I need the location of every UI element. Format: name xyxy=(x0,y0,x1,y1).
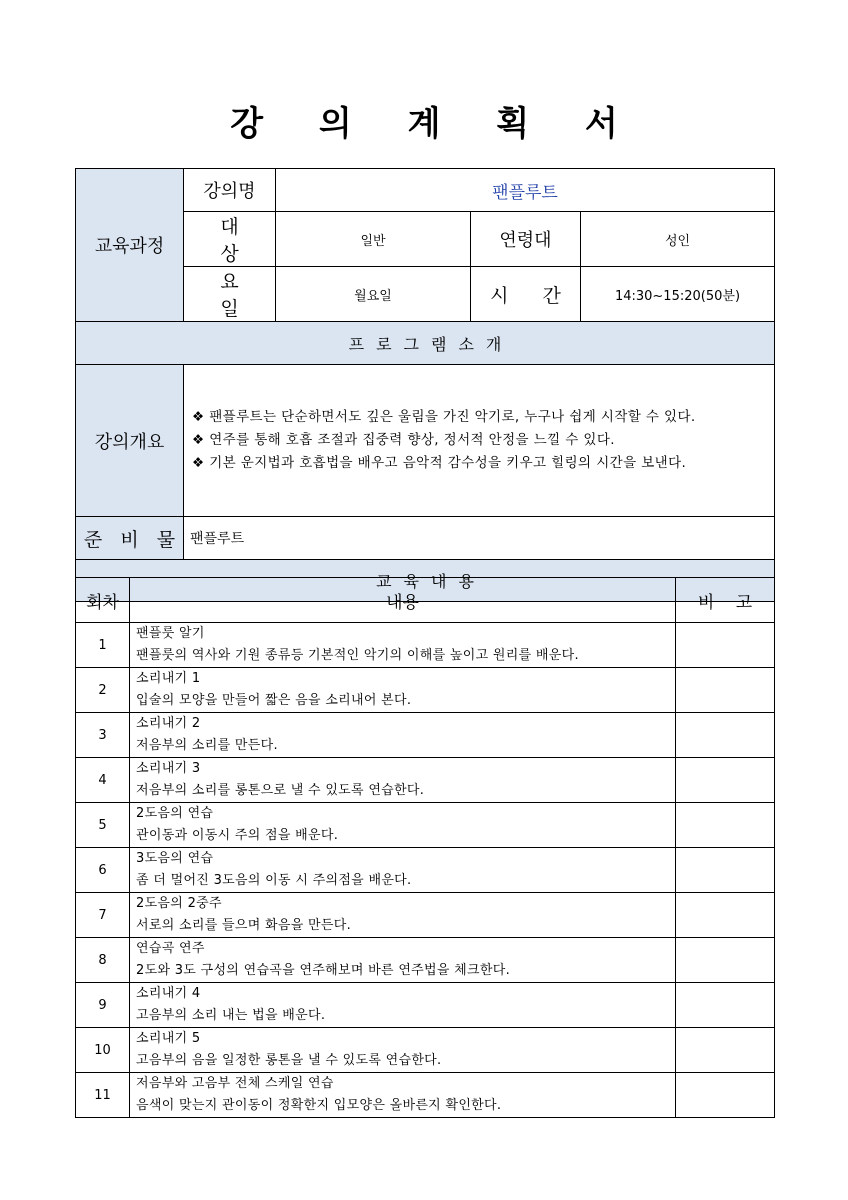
overview-content xyxy=(184,365,775,517)
session-title: 연습곡 연주 xyxy=(136,941,205,956)
session-note xyxy=(676,938,775,983)
session-title: 2도음의 2중주 xyxy=(136,896,222,911)
session-note xyxy=(676,713,775,758)
session-number: 1 xyxy=(76,623,130,668)
session-description: 음색이 맞는지 관이동이 정확한지 입모양은 올바른지 확인한다. xyxy=(136,1098,502,1113)
session-note xyxy=(676,893,775,938)
prep-label: 준 비 물 xyxy=(76,517,184,560)
session-content xyxy=(130,938,676,983)
session-content xyxy=(130,713,676,758)
session-title: 2도음의 연습 xyxy=(136,806,214,821)
age-value: 성인 xyxy=(581,212,775,267)
session-content xyxy=(130,893,676,938)
session-description: 저음부의 소리를 만든다. xyxy=(136,738,278,753)
session-title: 3도음의 연습 xyxy=(136,851,214,866)
session-description: 저음부의 소리를 롱톤으로 낼 수 있도록 연습한다. xyxy=(136,783,425,798)
day-value: 월요일 xyxy=(276,267,471,322)
session-title: 소리내기 2 xyxy=(136,716,201,731)
table-row xyxy=(76,713,775,758)
session-title: 소리내기 3 xyxy=(136,761,201,776)
session-number: 8 xyxy=(76,938,130,983)
session-content xyxy=(130,758,676,803)
course-name-value: 팬플루트 xyxy=(276,169,775,212)
session-description: 서로의 소리를 들으며 화음을 만든다. xyxy=(136,918,352,933)
session-content xyxy=(130,1028,676,1073)
session-note xyxy=(676,668,775,713)
table-row xyxy=(76,893,775,938)
document-title: 강 의 계 획 서 xyxy=(230,104,640,144)
table-row xyxy=(76,1028,775,1073)
overview-line: ❖ 연주를 통해 호흡 조절과 집중력 향상, 정서적 안정을 느낄 수 있다. xyxy=(192,432,615,448)
session-title: 저음부와 고음부 전체 스케일 연습 xyxy=(136,1076,334,1091)
session-content xyxy=(130,668,676,713)
overview-label: 강의개요 xyxy=(76,365,184,517)
session-description: 좀 더 멀어진 3도음의 이동 시 주의점을 배운다. xyxy=(136,873,412,888)
session-number: 4 xyxy=(76,758,130,803)
table-row xyxy=(76,758,775,803)
education-banner: 교육내용 xyxy=(76,560,775,602)
table-row xyxy=(76,803,775,848)
session-title: 팬플룻 알기 xyxy=(136,626,205,641)
table-row xyxy=(76,938,775,983)
session-content xyxy=(130,1073,676,1118)
table-row xyxy=(76,1073,775,1118)
session-description: 2도와 3도 구성의 연습곡을 연주해보며 바른 연주법을 체크한다. xyxy=(136,963,511,978)
session-number: 7 xyxy=(76,893,130,938)
session-note xyxy=(676,623,775,668)
note-header: 비 고 xyxy=(676,578,775,623)
session-note xyxy=(676,1073,775,1118)
table-row xyxy=(76,983,775,1028)
session-description: 고음부의 음을 일정한 롱톤을 낼 수 있도록 연습한다. xyxy=(136,1053,442,1068)
session-note xyxy=(676,1028,775,1073)
prep-value: 팬플루트 xyxy=(184,517,775,560)
session-header: 회차 xyxy=(76,578,130,623)
session-number: 2 xyxy=(76,668,130,713)
session-description: 팬플룻의 역사와 기원 종류등 기본적인 악기의 이해를 높이고 원리를 배운다. xyxy=(136,648,579,663)
session-description: 고음부의 소리 내는 법을 배운다. xyxy=(136,1008,326,1023)
session-content xyxy=(130,983,676,1028)
session-note xyxy=(676,758,775,803)
course-name-label: 강의명 xyxy=(184,169,276,212)
session-number: 6 xyxy=(76,848,130,893)
overview-line: ❖ 기본 운지법과 호흡법을 배우고 음악적 감수성을 키우고 힐링의 시간을 보낸다. xyxy=(192,455,687,471)
session-number: 3 xyxy=(76,713,130,758)
schedule-table xyxy=(75,577,775,1118)
session-note xyxy=(676,848,775,893)
session-number: 9 xyxy=(76,983,130,1028)
table-row xyxy=(76,848,775,893)
curriculum-label: 교육과정 xyxy=(76,169,184,322)
session-title: 소리내기 1 xyxy=(136,671,201,686)
content-header: 내용 xyxy=(130,578,676,623)
overview-line: ❖ 팬플루트는 단순하면서도 깊은 울림을 가진 악기로, 누구나 쉽게 시작할 수 있다. xyxy=(192,409,696,425)
session-description: 관이동과 이동시 주의 점을 배운다. xyxy=(136,828,339,843)
session-content xyxy=(130,848,676,893)
session-description: 입술의 모양을 만들어 짧은 음을 소리내어 본다. xyxy=(136,693,412,708)
table-row xyxy=(76,623,775,668)
session-note xyxy=(676,983,775,1028)
session-number: 10 xyxy=(76,1028,130,1073)
session-content xyxy=(130,803,676,848)
age-label: 연령대 xyxy=(471,212,581,267)
session-note xyxy=(676,803,775,848)
session-title: 소리내기 4 xyxy=(136,986,201,1001)
session-number: 5 xyxy=(76,803,130,848)
session-number: 11 xyxy=(76,1073,130,1118)
day-label: 요 일 xyxy=(184,267,276,322)
session-title: 소리내기 5 xyxy=(136,1031,201,1046)
time-value: 14:30~15:20(50분) xyxy=(581,267,775,322)
course-plan-table xyxy=(75,168,775,602)
session-content xyxy=(130,623,676,668)
time-label: 시 간 xyxy=(471,267,581,322)
target-value: 일반 xyxy=(276,212,471,267)
table-row xyxy=(76,668,775,713)
program-intro-banner: 프로그램소개 xyxy=(76,322,775,365)
target-label: 대 상 xyxy=(184,212,276,267)
schedule-rows xyxy=(76,623,775,1118)
